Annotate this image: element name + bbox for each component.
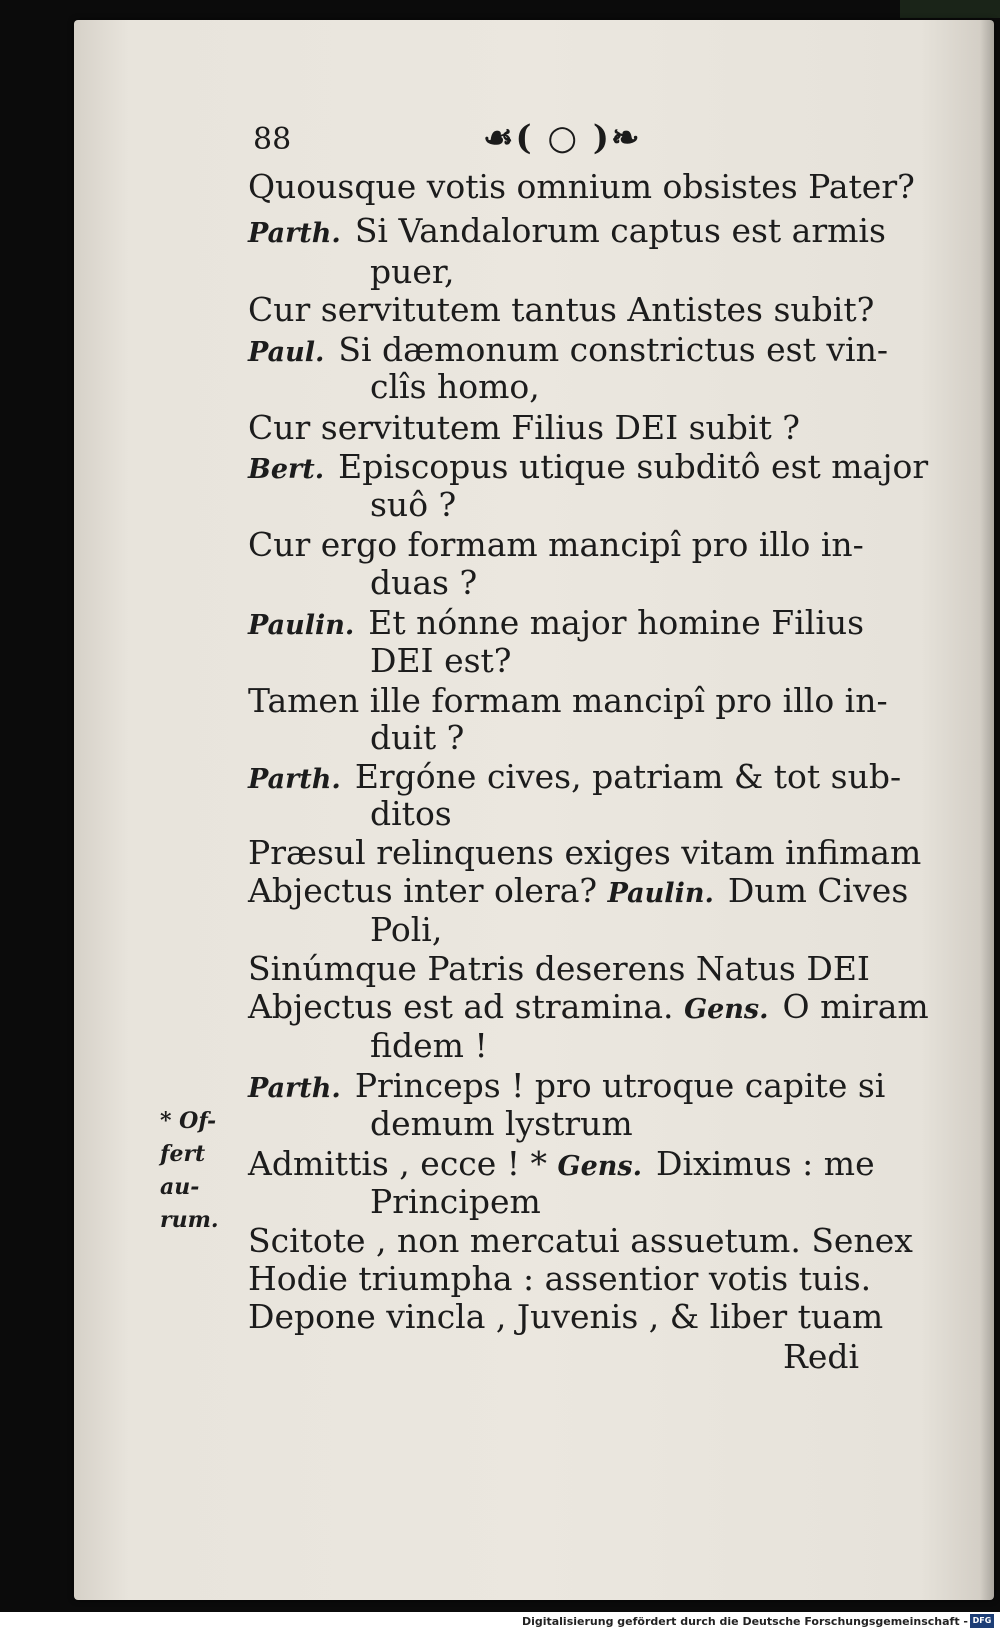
- verse-line: Sinúmque Patris deserens Natus DEI: [248, 949, 870, 988]
- speaker-label: Gens.: [557, 1151, 643, 1182]
- verse-line: Depone vincla , Juvenis , & liber tuam: [248, 1297, 884, 1336]
- verse-line: demum lystrum: [370, 1104, 633, 1143]
- verse-line: Cur ergo formam mancipî pro illo in-: [248, 525, 864, 564]
- verse-line: Abjectus inter olera? Paulin. Dum Cives: [248, 871, 909, 910]
- verse-line: Quousque votis omnium obsistes Pater?: [248, 167, 915, 206]
- verse-line: ditos: [370, 794, 452, 833]
- verse-line: duit ?: [370, 718, 465, 757]
- verse-line: Præsul relinquens exiges vitam infimam: [248, 833, 922, 872]
- verse-line: Bert. Episcopus utique subditô est major: [248, 447, 929, 486]
- verse-line: Parth. Si Vandalorum captus est armis: [248, 211, 886, 250]
- verse-line: Hodie triumpha : assentior votis tuis.: [248, 1259, 872, 1298]
- footer-credit: Digitalisierung gefördert durch die Deutsche Forschungsgemeinschaft -: [521, 1615, 968, 1628]
- margin-note-line: fert: [160, 1141, 206, 1167]
- verse-line: Abjectus est ad stramina. Gens. O miram: [248, 987, 929, 1026]
- verse-line: Parth. Ergóne cives, patriam & tot sub-: [248, 757, 902, 796]
- speaker-label: Parth.: [248, 218, 341, 249]
- speaker-label: Paulin.: [248, 610, 355, 641]
- verse-line: Admittis , ecce ! * Gens. Diximus : me: [248, 1144, 875, 1183]
- dfg-logo-icon: DFG: [970, 1614, 994, 1628]
- verse-line: Parth. Princeps ! pro utroque capite si: [248, 1066, 886, 1105]
- verse-line: DEI est?: [370, 641, 512, 680]
- verse-line: Paulin. Et nónne major homine Filius: [248, 603, 865, 642]
- verse-line: Cur servitutem tantus Antistes subit?: [248, 290, 875, 329]
- verse-line: Paul. Si dæmonum constrictus est vin-: [248, 330, 888, 369]
- page-number: 88: [253, 122, 292, 157]
- verse-line: Tamen ille formam mancipî pro illo in-: [248, 681, 888, 720]
- verse-line: Poli,: [370, 910, 443, 949]
- catchword: Redi: [783, 1337, 860, 1376]
- verse-line: Scitote , non mercatui assuetum. Senex: [248, 1221, 913, 1260]
- verse-line: clîs homo,: [370, 367, 540, 406]
- verse-line: Principem: [370, 1182, 541, 1221]
- verse-line: Cur servitutem Filius DEI subit ?: [248, 408, 800, 447]
- speaker-label: Parth.: [248, 1073, 341, 1104]
- header-ornament: ☙( ○ )❧: [483, 118, 642, 158]
- margin-note: [160, 1105, 230, 1237]
- verse-line: suô ?: [370, 485, 457, 524]
- verse-line: duas ?: [370, 563, 478, 602]
- speaker-label: Paul.: [248, 337, 325, 368]
- verse-line: fidem !: [370, 1026, 488, 1065]
- speaker-label: Parth.: [248, 764, 341, 795]
- verse-line: puer,: [370, 252, 455, 291]
- speaker-label: Paulin.: [607, 878, 714, 909]
- margin-note-line: au-: [160, 1174, 200, 1200]
- speaker-label: Bert.: [248, 454, 325, 485]
- margin-note-line: rum.: [160, 1207, 219, 1233]
- speaker-label: Gens.: [684, 994, 769, 1025]
- margin-note-line: * Of-: [160, 1108, 217, 1134]
